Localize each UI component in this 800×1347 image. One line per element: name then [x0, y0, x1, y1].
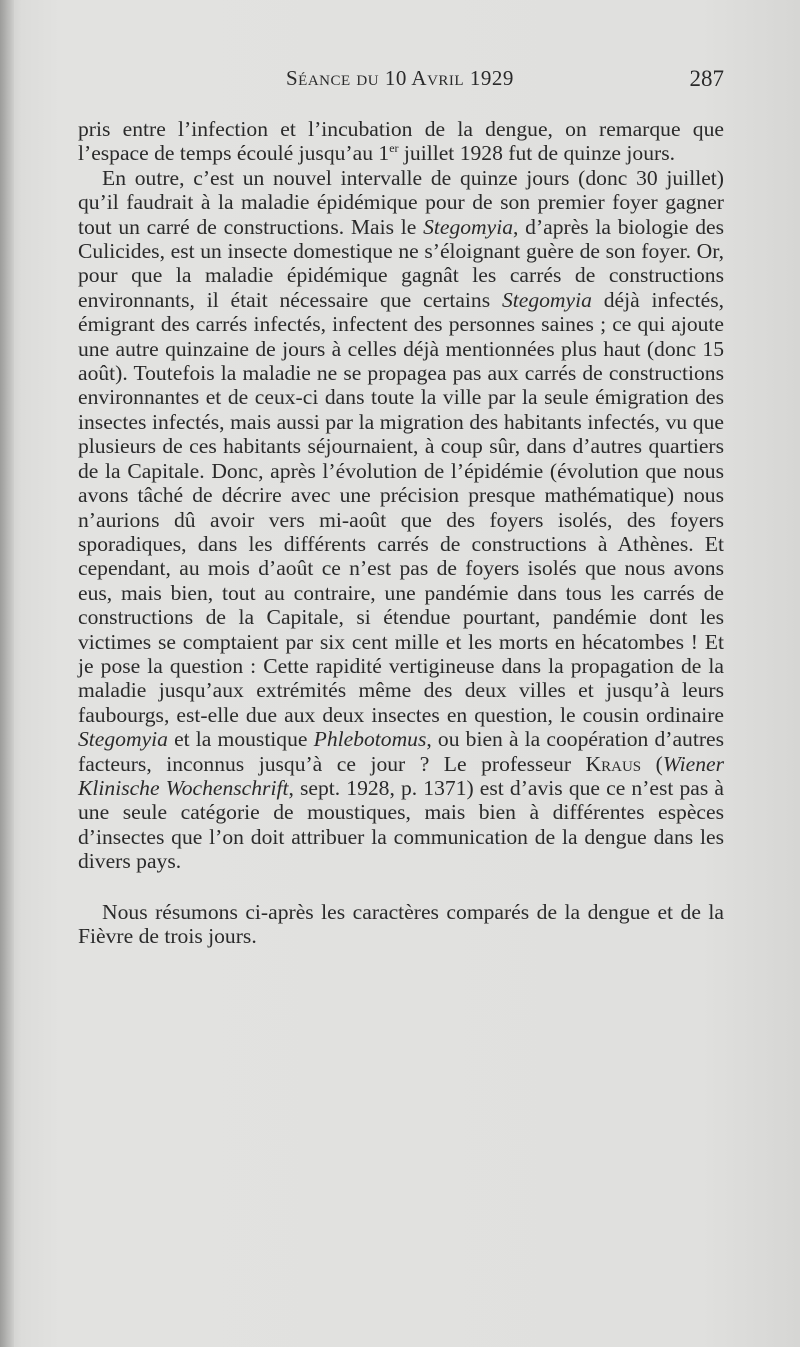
italic-term: Phlebotomus [313, 727, 427, 752]
text-span: , d’après la biologie des Culicides, est un insecte domestique ne s’éloignant guère de son foyer. Or, pour que la maladie épidémique gagnât les carrés de constructions environnants, il était nécessaire que certains [78, 214, 724, 312]
running-head: Séance du 10 Avril 1929 [286, 66, 514, 90]
book-spine-shadow [0, 0, 14, 1347]
page-header [78, 62, 724, 92]
page-number: 287 [689, 66, 724, 91]
text-span: , ou bien à la coopération d’autres facteurs, inconnus jusqu’à ce jour ? Le professeur [78, 727, 724, 776]
journal-title: Wiener Klinische Wochenschrift [78, 751, 725, 800]
paragraph-2 [78, 166, 724, 874]
paragraph-1-text-end: juillet 1928 fut de quinze jours. [398, 141, 676, 166]
text-span: , sept. 1928, p. 1371) est d’avis que ce n’est pas à une seule catégorie de moustiques, mais bien à différentes espèces d’insectes que l’on doit attribuer la communication de la dengue dans les divers pays. [78, 775, 725, 874]
text-span: déjà infectés, émigrant des carrés infectés, infectent des personnes saines ; ce qui ajoute une autre quinzaine de jours à celles déjà mentionnées plus haut (donc 15 août). Toutefois la maladie ne se propagea pas aux carrés de constructions environnantes et de ceux-ci dans toute la ville par la seule émigration des insectes infectés, mais aussi par la migration des habitants infectés, vu que plusieurs de ces habitants séjournaient, à coup sûr, dans d’autres quartiers de la Capitale. Donc, après l’évolution de l’épidémie (évolution que nous avons tâché de décrire avec une précision presque mathématique) nous n’aurions dû avoir vers mi-août que des foyers isolés, des foyers sporadiques, dans les différents carrés de constructions à Athènes. Et cependant, au mois d’août ce n’est pas de foyers isolés que nous avons eus, mais bien, tout au contraire, une pandémie dans tous les carrés de constructions de la Capitale, si étendue pourtant, pandémie dont les victimes se comptaient par six cent mille et les morts en hécatombes ! Et je pose la question : Cette rapidité vertigineuse dans la propagation de la maladie jusqu’aux extrémités même des deux villes et jusqu’à leurs faubourgs, est-elle due aux deux insectes en question, le cousin ordinaire [78, 287, 724, 727]
text-span: En outre, c’est un nouvel intervalle de quinze jours (donc 30 juillet) qu’il faudrait à la maladie épidémique pour de son premier foyer gagner tout un carré de constructions. Mais le [78, 165, 724, 239]
body-text [78, 117, 724, 948]
superscript-er: er [389, 141, 399, 156]
italic-term: Stegomyia [78, 727, 168, 752]
italic-term: Stegomyia [501, 287, 592, 312]
italic-term: Stegomyia [423, 214, 514, 239]
paragraph-3: Nous résumons ci-après les caractères comparés de la dengue et de la Fièvre de trois jours. [78, 899, 724, 948]
text-span: et la moustique [167, 727, 314, 752]
paragraph-1-text: pris entre l’infection et l’incubation de la dengue, on remarque que l’espace de temps écoulé jusqu’au 1 [78, 117, 724, 166]
paragraph-1 [78, 117, 724, 166]
text-span: ( [641, 751, 663, 776]
author-name: Kraus [585, 751, 642, 776]
